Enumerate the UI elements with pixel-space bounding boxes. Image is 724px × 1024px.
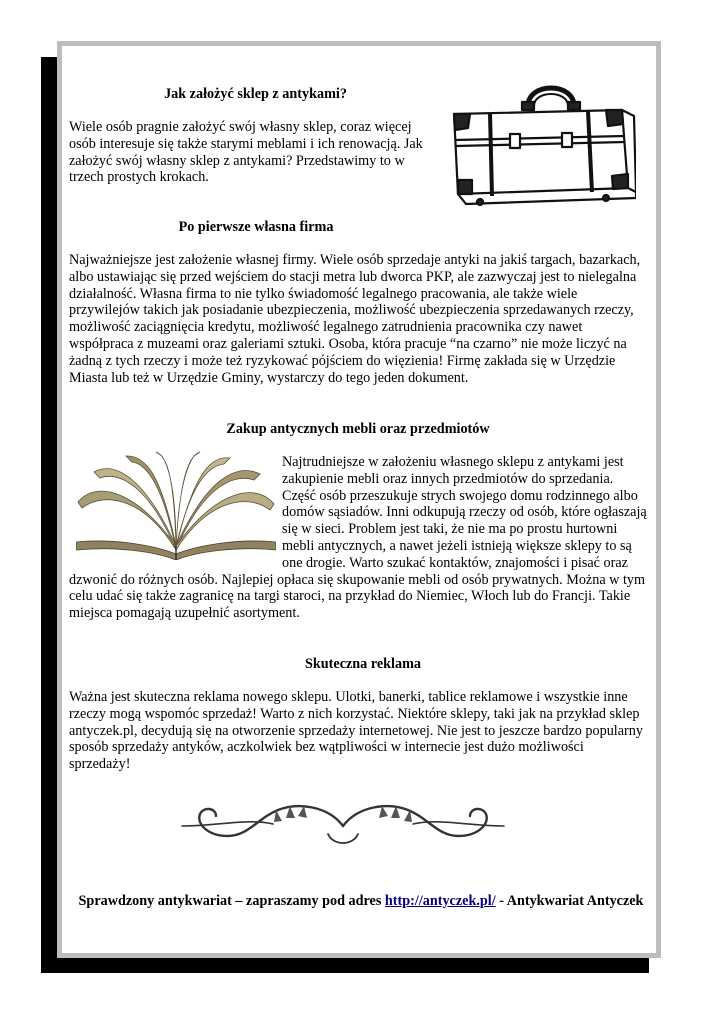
section-body-company: Najważniejsze jest założenie własnej firmy. Wiele osób sprzedaje antyki na jakiś targach, bazarkach, albo ustawiając się przed wejściem do stacji metra lub dworca PKP, ale zazwyczaj jest to nielegalna działalność. Własna firma to nie tylko świadomość legalnego pracowania, ale także wiele przywilejów takich jak posiadanie ubezpieczenia, możliwość ubezpieczenia sprzedawanych rzeczy, możliwość zaciągnięcia kredytu, możliwość legalnego zatrudnienia pracownika czy nawet współpraca z muzeami oraz galeriami sztuki. Osoba, która pracuje “na czarno” nie może liczyć na żadną z tych rzeczy i może też ryzykować pójściem do więzienia! Firmę zakłada się w Urzędzie Miasta lub też w Urzędzie Gminy, wystarczy do tego jeden dokument. — [69, 252, 641, 386]
suitcase-illustration — [446, 76, 636, 211]
section-body-advertising: Ważna jest skuteczna reklama nowego sklepu. Ulotki, banerki, tablice reklamowe i wszystkie inne rzeczy mogą wspomóc sprzedaż! Warto z nich korzystać. Niektóre sklepy, taki jak na przykład sklep antyczek.pl, decydują się na otworzenie sprzedaży internetowej. Nie jest to jeszcze bardzo popularny sposób sprzedaży antyków, aczkolwiek bez wątpliwości w internecie jest dużo możliwości sprzedaży! — [69, 689, 643, 773]
book-float-spacer — [69, 454, 282, 569]
section-heading-advertising: Skuteczna reklama — [305, 656, 421, 672]
footer-suffix: - Antykwariat Antyczek — [495, 893, 644, 909]
ornament-flourish — [178, 796, 508, 852]
section-block-purchase — [69, 454, 647, 622]
footer-prefix: Sprawdzony antykwariat – zapraszamy pod adres — [78, 893, 385, 909]
section-heading-intro: Jak założyć sklep z antykami? — [164, 86, 347, 102]
section-heading-purchase: Zakup antycznych mebli oraz przedmiotów — [226, 421, 490, 437]
section-body-purchase: Najtrudniejsze w założeniu własnego sklepu z antykami jest zakupienie mebli oraz innych przedmiotów do sprzedania. Część osób przeszukuje strych swojego domu rodzinnego albo domów sąsiadów. Inni odkupują rzeczy od osób, które ogłaszają się w sieci. Problem jest taki, że nie ma po prostu hurtowni mebli antycznych, a nawet jeżeli istnieją większe sklepy to są one drogie. Warto szukać kontaktów, znajomości i pisać oraz dzwonić do różnych osób. Najlepiej opłaca się skupowanie mebli od osób prywatnych. Można w tym celu udać się także zagranicę na targi staroci, na przykład do Niemiec, Włoch lub do Francji. Takie miejsca pomagają uzupełnić asortyment. — [69, 454, 647, 622]
section-body-intro: Wiele osób pragnie założyć swój własny sklep, coraz więcej osób interesuje się także starymi meblami i ich renowacją. Jak założyć swój własny sklep z antykami? Przedstawimy to w trzech prostych krokach. — [69, 119, 423, 186]
antyczek-link[interactable]: http://antyczek.pl/ — [384, 893, 496, 909]
footer-line — [58, 893, 664, 910]
section-heading-company: Po pierwsze własna firma — [178, 219, 334, 235]
